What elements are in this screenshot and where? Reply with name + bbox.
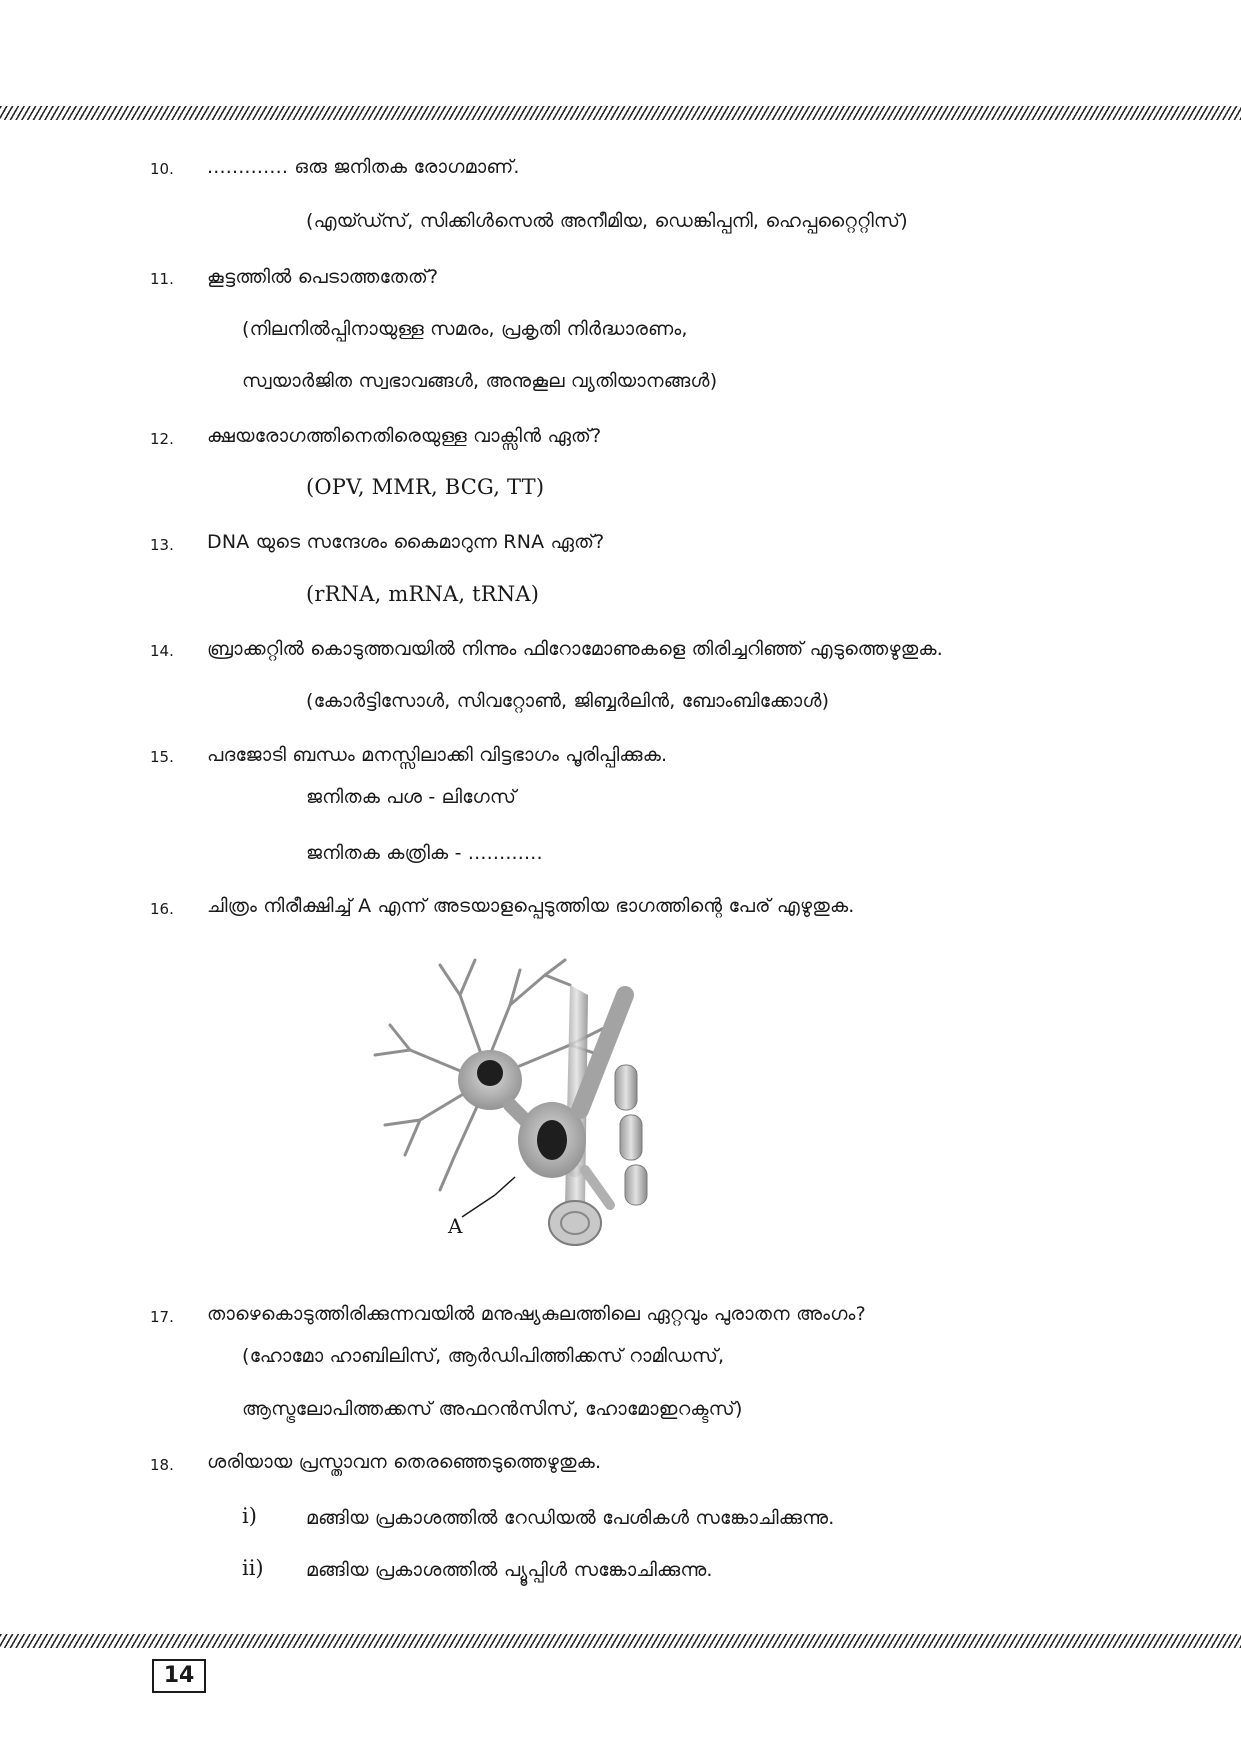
question-15-number: 15. xyxy=(150,748,174,766)
question-13-number: 13. xyxy=(150,536,174,554)
label-pointer-line-extension xyxy=(495,1177,515,1195)
question-11-number: 11. xyxy=(150,270,174,288)
question-12-number: 12. xyxy=(150,430,174,448)
question-13-options: (rRNA, mRNA, tRNA) xyxy=(306,582,540,606)
bottom-hatch-border xyxy=(0,1634,1241,1648)
question-17-options-line-2: ആസ്ട്രലോപിത്തക്കസ് അഫറൻസിസ്, ഹോമോഇറക്ടസ്) xyxy=(242,1398,743,1420)
question-18-number: 18. xyxy=(150,1456,174,1474)
question-11-options-line-1: (നിലനിൽപ്പിനായുള്ള സമരം, പ്രകൃതി നിർദ്ധാരണം, xyxy=(242,318,688,340)
question-18-text: ശരിയായ പ്രസ്താവന തെരഞ്ഞെടുത്തെഴുതുക. xyxy=(207,1451,602,1473)
statement-1-numeral: i) xyxy=(242,1504,257,1528)
top-hatch-border xyxy=(0,106,1241,120)
question-15-pair-1: ജനിതക പശ - ലിഗേസ് xyxy=(306,786,517,808)
myelin-segments xyxy=(615,1065,647,1205)
question-12-options: (OPV, MMR, BCG, TT) xyxy=(306,475,545,499)
nucleus-1 xyxy=(477,1060,503,1086)
neuron-illustration xyxy=(370,955,710,1255)
statement-2-numeral: ii) xyxy=(242,1556,264,1580)
question-12-text: ക്ഷയരോഗത്തിനെതിരെയുള്ള വാക്സിൻ ഏത്? xyxy=(207,425,602,447)
figure-label-a: A xyxy=(448,1214,463,1238)
axon-terminal xyxy=(585,1170,610,1205)
statement-2-text: മങ്ങിയ പ്രകാശത്തിൽ പ്യൂപ്പിൾ സങ്കോചിക്കുന്നു. xyxy=(306,1559,713,1581)
question-16-text: ചിത്രം നിരീക്ഷിച്ച് A എന്ന് അടയാളപ്പെടുത്തിയ ഭാഗത്തിന്റെ പേര് എഴുതുക. xyxy=(207,895,855,917)
question-17-text: താഴെകൊടുത്തിരിക്കുന്നവയിൽ മനുഷ്യകുലത്തിലെ ഏറ്റവും പുരാതന അംഗം? xyxy=(207,1303,866,1325)
neuron-figure xyxy=(370,955,710,1255)
question-17-options-line-1: (ഹോമോ ഹാബിലിസ്, ആർഡിപിത്തിക്കസ് റാമിഡസ്, xyxy=(242,1345,725,1367)
question-10-number: 10. xyxy=(150,160,174,178)
question-14-options: (കോർട്ടിസോൾ, സിവറ്റോൺ, ജിബ്ബർലിൻ, ബോംബിക്കോൾ) xyxy=(306,690,830,712)
nucleus-2 xyxy=(537,1120,567,1160)
question-14-number: 14. xyxy=(150,642,174,660)
question-17-number: 17. xyxy=(150,1308,174,1326)
page-number: 14 xyxy=(152,1659,206,1693)
statement-1-text: മങ്ങിയ പ്രകാശത്തിൽ റേഡിയൽ പേശികൾ സങ്കോചിക്കുന്നു. xyxy=(306,1507,835,1529)
label-pointer-line xyxy=(462,1195,495,1217)
axon-cross-section xyxy=(549,1201,601,1245)
question-15-pair-2: ജനിതക കത്രിക - ............ xyxy=(306,842,543,864)
question-15-text: പദജോടി ബന്ധം മനസ്സിലാക്കി വിട്ടഭാഗം പൂരിപ്പിക്കുക. xyxy=(207,744,668,766)
question-11-options-line-2: സ്വയാർജിത സ്വഭാവങ്ങൾ, അനുകൂല വ്യതിയാനങ്ങൾ) xyxy=(242,370,718,392)
question-16-number: 16. xyxy=(150,900,174,918)
question-10-options: (എയ്ഡ്സ്, സിക്കിൾസെൽ അനീമിയ, ഡെങ്കിപ്പനി, ഹെപ്പറ്റൈറ്റിസ്) xyxy=(306,210,908,232)
question-13-text: DNA യുടെ സന്ദേശം കൈമാറുന്ന RNA ഏത്? xyxy=(207,531,605,553)
question-10-text: ............. ഒരു ജനിതക രോഗമാണ്. xyxy=(207,156,520,178)
question-11-text: കൂട്ടത്തിൽ പെടാത്തതേത്? xyxy=(207,266,439,288)
question-14-text: ബ്രാക്കറ്റിൽ കൊടുത്തവയിൽ നിന്നും ഫിറോമോണുകളെ തിരിച്ചറിഞ്ഞ് എടുത്തെഴുതുക. xyxy=(207,638,943,660)
